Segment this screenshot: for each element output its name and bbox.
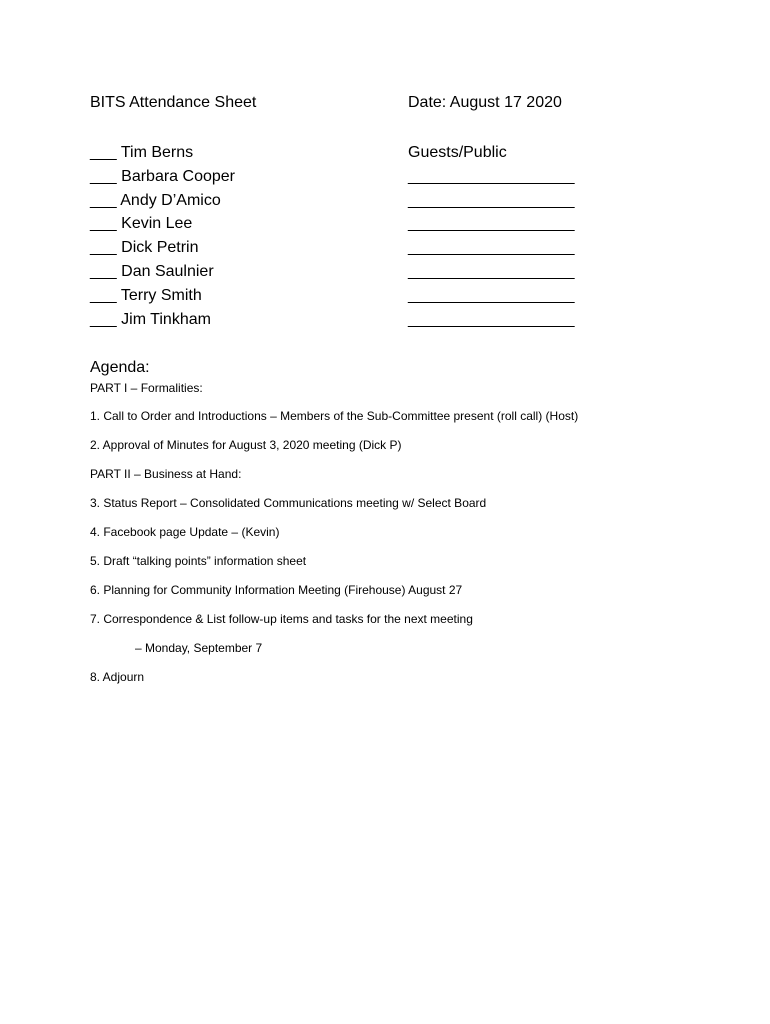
guest-blank-line: ____________________: [408, 191, 574, 209]
agenda-item: 2. Approval of Minutes for August 3, 2020 meeting (Dick P): [90, 438, 402, 452]
agenda-part-heading: PART I – Formalities:: [90, 381, 203, 395]
agenda-item: 6. Planning for Community Information Meeting (Firehouse) August 27: [90, 583, 463, 597]
agenda-item: 1. Call to Order and Introductions – Members of the Sub-Committee present (roll call) (Host): [90, 409, 579, 423]
agenda-part-heading: PART II – Business at Hand:: [90, 467, 242, 481]
agenda-section: [90, 357, 710, 697]
agenda-item-continuation: – Monday, September 7: [135, 641, 263, 655]
guest-blank-line: ____________________: [408, 215, 574, 233]
attendee-list: [90, 142, 390, 332]
agenda-item: 5. Draft “talking points” information sheet: [90, 554, 307, 568]
agenda-item: 7. Correspondence & List follow-up items and tasks for the next meeting: [90, 612, 473, 626]
guest-blank-line: ____________________: [408, 239, 574, 257]
attendee-item: ___ Tim Berns: [90, 144, 194, 161]
attendee-item: ___ Dan Saulnier: [90, 262, 214, 280]
attendee-item: ___ Terry Smith: [90, 286, 202, 304]
attendee-item: ___ Dick Petrin: [90, 239, 199, 257]
guest-blank-line: ____________________: [408, 286, 574, 304]
guest-blank-line: ____________________: [408, 167, 574, 185]
attendee-item: ___ Barbara Cooper: [90, 167, 235, 185]
attendee-item: ___ Kevin Lee: [90, 215, 193, 233]
agenda-list: [90, 379, 710, 697]
document-header: [90, 94, 710, 118]
guests-section: [408, 142, 608, 332]
guest-blank-line: ____________________: [408, 262, 574, 280]
guest-lines: [408, 166, 608, 333]
attendee-item: ___ Andy D’Amico: [90, 191, 221, 209]
agenda-item: 8. Adjourn: [90, 670, 145, 684]
guests-header: Guests/Public: [408, 144, 507, 161]
document-title: BITS Attendance Sheet: [90, 94, 257, 111]
meeting-date: Date: August 17 2020: [408, 94, 562, 111]
agenda-item: 4. Facebook page Update – (Kevin): [90, 525, 280, 539]
guest-blank-line: ____________________: [408, 310, 574, 328]
attendee-item: ___ Jim Tinkham: [90, 310, 211, 328]
agenda-heading: Agenda:: [90, 359, 150, 376]
agenda-item: 3. Status Report – Consolidated Communications meeting w/ Select Board: [90, 496, 487, 510]
